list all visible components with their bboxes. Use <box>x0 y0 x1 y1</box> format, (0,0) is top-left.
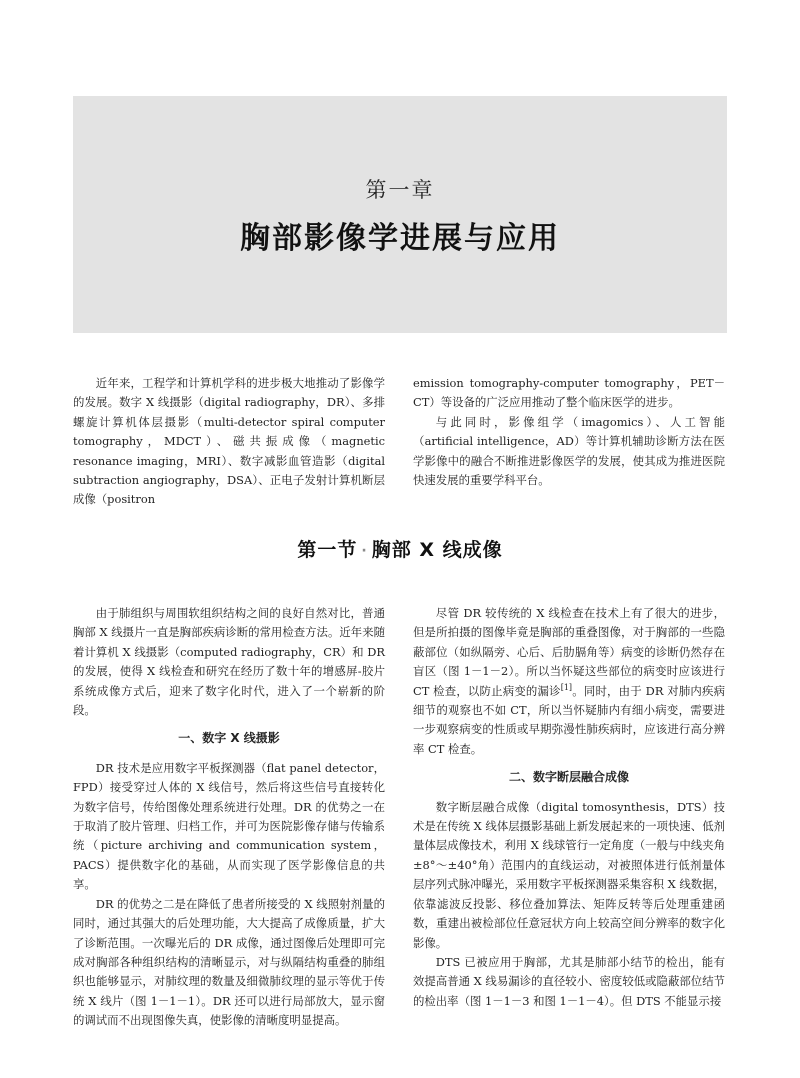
body-paragraph: DR 的优势之二是在降低了患者所接受的 X 线照射剂量的同时，通过其强大的后处理功能，大大提高了成像质量，扩大了诊断范围。一次曝光后的 DR 成像，通过图像后处理即可完成对胸部各种组织结构的清晰显示，对与纵隔结构重叠的肺组织也能够显示，对肺纹理的数量及细微肺纹理的显示等优于传统 X 线片（图 1－1－1）。DR 还可以进行局部放大，显示窗的调试而不出现图像失真，使影像的清晰度明显提高。 <box>73 896 385 1028</box>
citation-reference[interactable]: [1] <box>560 682 573 692</box>
intro-paragraph: 近年来，工程学和计算机学科的进步极大地推动了影像学的发展。数字 X 线摄影（digital radiography，DR）、多排螺旋计算机体层摄影（multi-detector spiral computer tomography，MDCT）、磁共振成像（magnetic resonance imaging，MRI）、数字减影血管造影（digital subtraction angiography，DSA）、正电子发射计算机断层成像（positron <box>73 376 385 507</box>
section-separator: · <box>361 542 368 559</box>
body-left-column <box>73 604 385 1031</box>
body-paragraph: 由于肺组织与周围软组织结构之间的良好自然对比，普通胸部 X 线摄片一直是胸部疾病诊断的常用检查方法。近年来随着计算机 X 线摄影（computed radiography，CR）和 DR 的发展，使得 X 线检查和研究在经历了数十年的增感屏-胶片系统成像方式后，迎来了数字化时代，进入了一个崭新的阶段。 <box>73 606 385 718</box>
section-number: 第一节 <box>297 539 358 561</box>
section-title <box>0 535 800 562</box>
intro-right-column <box>413 374 725 490</box>
intro-paragraph: 与此同时，影像组学（imagomics）、人工智能（artificial intelligence，AD）等计算机辅助诊断方法在医学影像中的融合不断推进影像医学的发展，使其成为推进医院快速发展的重要学科平台。 <box>413 414 725 488</box>
body-text: 。同时，由于 DR 对肺内疾病细节的观察也不如 CT，所以当怀疑肺内有细小病变，需要进一步观察病变的性质或早期弥漫性肺疾病时，应该进行高分辨率 CT 检查。 <box>413 683 725 756</box>
body-paragraph: DTS 已被应用于胸部，尤其是肺部小结节的检出，能有效提高普通 X 线易漏诊的直径较小、密度较低或隐蔽部位结节的检出率（图 1－1－3 和图 1－1－4）。但 DTS 不能显示接 <box>413 954 725 1008</box>
body-right-column <box>413 604 725 1011</box>
body-paragraph <box>413 604 725 759</box>
subsection-heading-dts: 二、数字断层融合成像 <box>508 770 629 785</box>
subsection-heading-dr: 一、数字 X 线摄影 <box>178 731 280 746</box>
chapter-header-box <box>73 96 727 333</box>
section-name: 胸部 X 线成像 <box>371 539 503 561</box>
intro-paragraph-continued: emission tomography-computer tomography，PET－CT）等设备的广泛应用推动了整个临床医学的进步。 <box>413 376 725 410</box>
body-paragraph: DR 技术是应用数字平板探测器（flat panel detector，FPD）接受穿过人体的 X 线信号，然后将这些信号直接转化为数字信号，传给图像处理系统进行处理。DR 的优势之一在于取消了胶片管理、归档工作，并可为医院影像存储与传输系统（picture archiving and communication system，PACS）提供数字化的基础，从而实现了医学影像信息的共享。 <box>73 760 385 892</box>
chapter-number: 第一章 <box>365 178 435 202</box>
intro-left-column <box>73 374 385 510</box>
body-text: 尽管 DR 较传统的 X 线检查在技术上有了很大的进步，但是所拍摄的图像毕竟是胸部的重叠图像，对于胸部的一些隐蔽部位（如纵隔旁、心后、后肋膈角等）病变的诊断仍然存在盲区（图 1－1－2）。所以当怀疑这些部位的病变时应该进行 CT 检查，以防止病变的漏诊 <box>413 606 725 698</box>
chapter-title: 胸部影像学进展与应用 <box>240 221 560 256</box>
body-paragraph: 数字断层融合成像（digital tomosynthesis，DTS）技术是在传统 X 线体层摄影基础上新发展起来的一项快速、低剂量体层成像技术，利用 X 线球管行一定角度（一般与中线夹角 ±8°～±40°角）范围内的直线运动，对被照体进行低剂量体层序列式脉冲曝光，采用数字平板探测器采集容积 X 线数据，依靠滤波反投影、移位叠加算法、矩阵反转等后处理重建函数，重建出被检部位任意冠状方向上较高空间分辨率的数字化影像。 <box>413 799 725 950</box>
